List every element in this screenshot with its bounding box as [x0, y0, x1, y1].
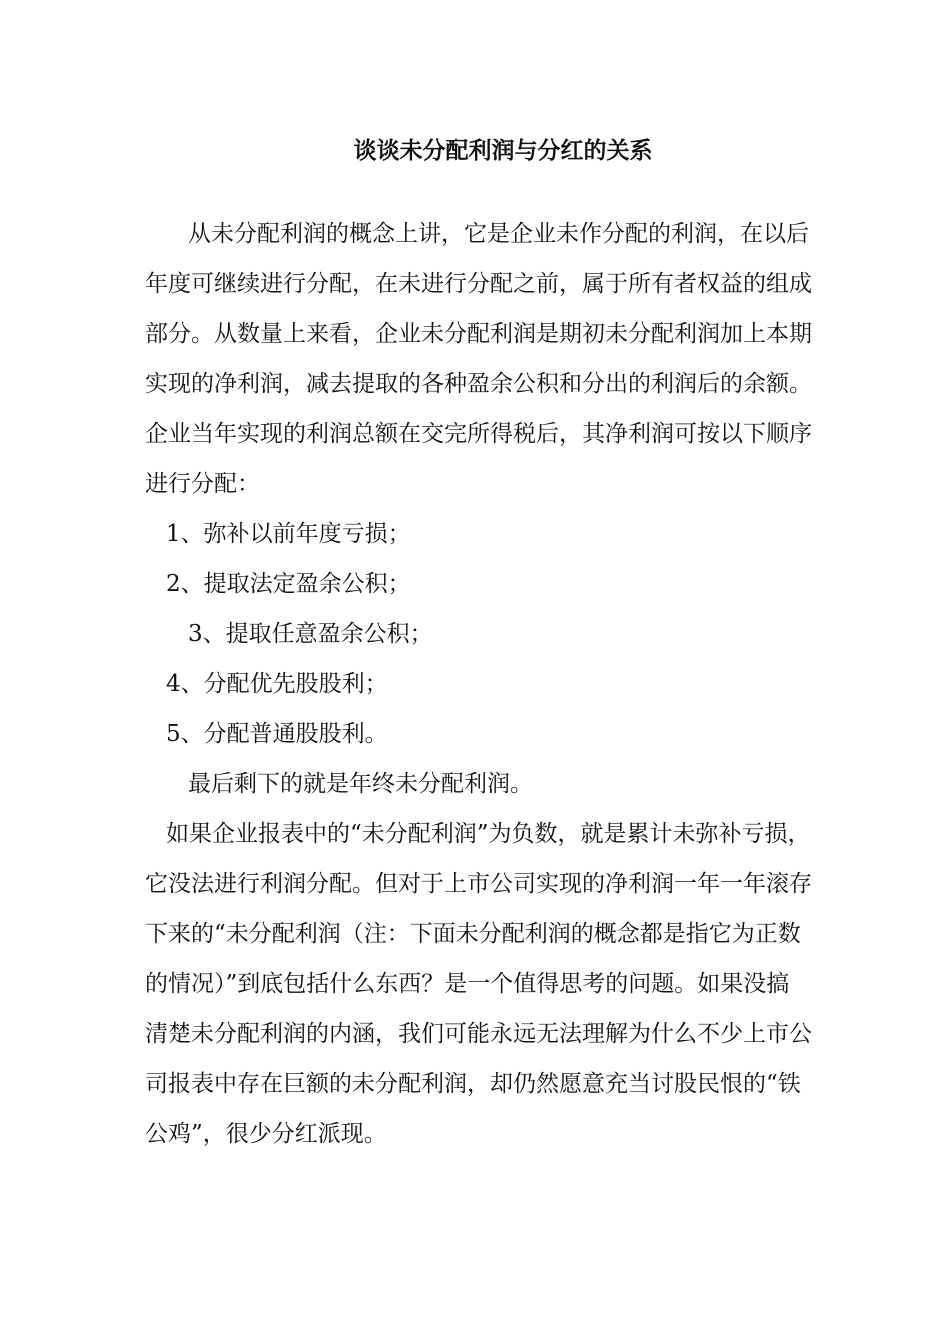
paragraph-line: 如果企业报表中的“未分配利润”为负数，就是累计未弥补亏损，: [166, 821, 811, 847]
list-item: 1、弥补以前年度亏损；: [166, 521, 411, 547]
paragraph-line: 的情况）”到底包括什么东西？是一个值得思考的问题。如果没搞: [145, 971, 790, 997]
list-item: 4、分配优先股股利；: [166, 671, 388, 697]
document-title: 谈谈未分配利润与分红的关系: [353, 137, 653, 164]
paragraph-line: 进行分配：: [145, 471, 260, 497]
paragraph-line: 最后剩下的就是年终未分配利润。: [188, 771, 533, 797]
list-item: 5、分配普通股股利。: [166, 721, 388, 747]
paragraph-line: 它没法进行利润分配。但对于上市公司实现的净利润一年一年滚存: [145, 871, 812, 897]
paragraph-line: 部分。从数量上来看，企业未分配利润是期初未分配利润加上本期: [145, 321, 812, 347]
paragraph-line: 司报表中存在巨额的未分配利润，却仍然愿意充当讨股民恨的“铁: [145, 1071, 801, 1097]
paragraph-line: 企业当年实现的利润总额在交完所得税后，其净利润可按以下顺序: [145, 421, 812, 447]
paragraph-line: 年度可继续进行分配，在未进行分配之前，属于所有者权益的组成: [145, 271, 812, 297]
paragraph-line: 从未分配利润的概念上讲，它是企业未作分配的利润，在以后: [188, 221, 809, 247]
list-item: 2、提取法定盈余公积；: [166, 571, 411, 597]
paragraph-line: 清楚未分配利润的内涵，我们可能永远无法理解为什么不少上市公: [145, 1021, 812, 1047]
paragraph-line: 下来的“未分配利润（注：下面未分配利润的概念都是指它为正数: [145, 921, 801, 947]
paragraph-line: 公鸡”，很少分红派现。: [145, 1121, 387, 1147]
list-item: 3、提取任意盈余公积；: [188, 621, 433, 647]
paragraph-line: 实现的净利润，减去提取的各种盈余公积和分出的利润后的余额。: [145, 371, 812, 397]
